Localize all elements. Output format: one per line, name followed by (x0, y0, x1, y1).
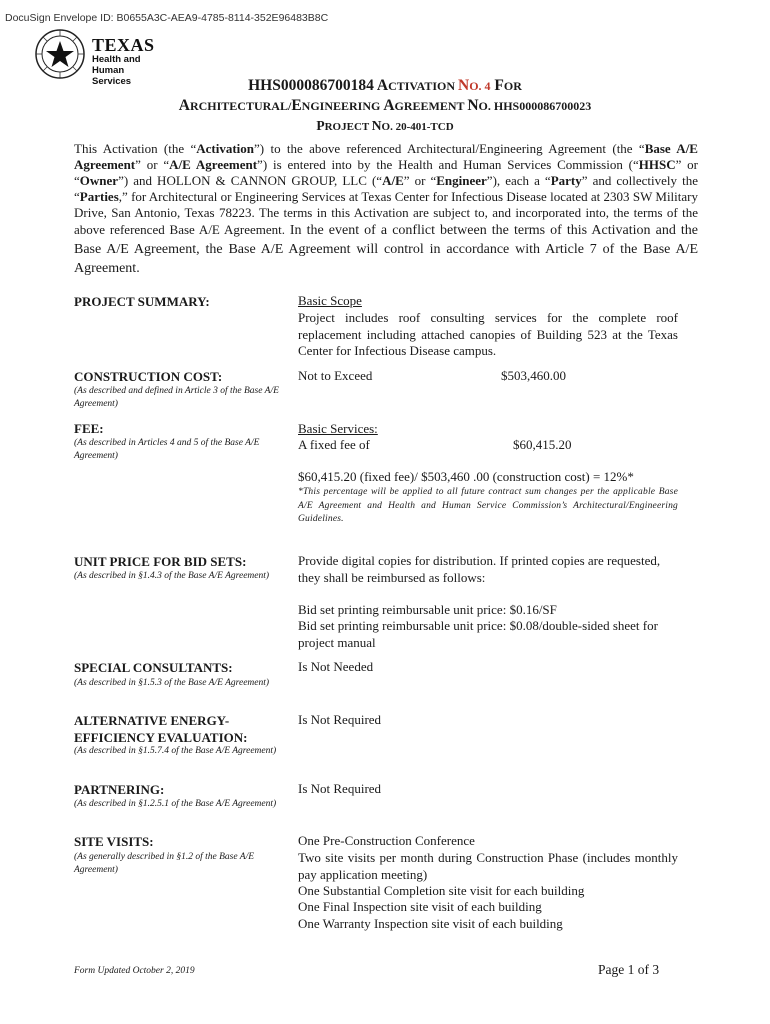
intro-defined-term: Activation (196, 141, 255, 156)
page-number: Page 1 of 3 (598, 962, 660, 977)
site-visit-final-inspection: One Final Inspection site visit of each building (298, 899, 542, 914)
title-part: P (316, 118, 325, 133)
construction-cost-amount: $503,460.00 (501, 368, 566, 383)
basic-scope-heading: Basic Scope (298, 293, 362, 308)
intro-text: ” or “ (135, 157, 170, 172)
title-part: N (467, 97, 479, 114)
title-part: O. 4 (469, 79, 491, 93)
title-part: F (490, 77, 504, 94)
intro-text: ” or “ (403, 173, 437, 188)
brand-services: Services (92, 76, 132, 87)
title-part: E (291, 97, 302, 114)
intro-text: ” and collectively the “ (74, 173, 698, 204)
intro-text: This Activation (the “ (74, 141, 197, 156)
document-title-line-2 (0, 97, 770, 115)
fee-reference: (As described in Articles 4 and 5 of the Base A/E Agreement) (74, 438, 260, 461)
site-visits-reference: (As generally described in §1.2 of the Base A/E Agreement) (74, 852, 255, 875)
construction-cost-reference: (As described and defined in Article 3 of the Base A/E Agreement) (74, 386, 279, 409)
form-updated-date: Form Updated October 2, 2019 (74, 966, 195, 976)
intro-defined-term: Party (550, 173, 582, 188)
alt-energy-label-line-1: ALTERNATIVE ENERGY- (74, 713, 230, 728)
project-summary-label: PROJECT SUMMARY: (74, 294, 210, 309)
unit-price-label: UNIT PRICE FOR BID SETS: (74, 554, 247, 569)
construction-cost-text: Not to Exceed (298, 368, 373, 383)
intro-conflict-clause: In the event of a conflict between the terms of this Activation and the Base A/E Agreement, the Base A/E Agreement will control in accordance with Article 7 of the Base A/E Agreement. (74, 223, 699, 276)
partnering-label: PARTNERING: (74, 782, 165, 797)
partnering-value: Is Not Required (298, 781, 382, 796)
title-part: A (376, 77, 389, 94)
title-part: O. 20-401-TCD (381, 121, 454, 133)
intro-text: ”) is entered into by the Health and Human Services Commission (“ (257, 157, 639, 172)
fee-label: FEE: (74, 421, 104, 436)
fixed-fee-amount: $60,415.20 (513, 437, 572, 452)
title-number: HHS000086700184 (248, 77, 377, 94)
document-title-line-1 (0, 77, 770, 95)
intro-defined-term: Engineer (436, 173, 487, 188)
docusign-envelope-id: DocuSign Envelope ID: B0655A3C-AEA9-4785-8114-352E96483B8C (5, 12, 329, 24)
intro-paragraph (74, 141, 698, 278)
partnering-reference: (As described in §1.2.5.1 of the Base A/E Agreement) (74, 799, 277, 809)
brand-health: Health and Human (92, 54, 141, 76)
site-visit-construction-phase: Two site visits per month during Construction Phase (includes monthly pay application meeting) (298, 850, 678, 882)
project-summary-text: Project includes roof consulting services for the complete roof replacement including attached canopies of Building 523 at the Texas Center for Infectious Disease campus. (298, 310, 678, 358)
intro-text: ” or “ (74, 157, 699, 188)
intro-text: ”), each a “ (486, 173, 551, 188)
texas-seal-icon (34, 28, 86, 80)
construction-cost-label: CONSTRUCTION COST: (74, 369, 223, 384)
special-consultants-reference: (As described in §1.5.3 of the Base A/E Agreement) (74, 678, 270, 688)
intro-defined-term: Parties (79, 189, 119, 204)
fee-percentage-note: *This percentage will be applied to all future contract sum changes per the applicable Base A/E Agreement and Health and Human Service Commission’s Architectural/Engineering Guidelines. (298, 487, 678, 524)
site-visit-substantial-completion: One Substantial Completion site visit for each building (298, 883, 585, 898)
hhs-logo (34, 28, 174, 87)
intro-defined-term: HHSC (638, 157, 676, 172)
project-number-line (0, 118, 770, 134)
intro-defined-term: Owner (79, 173, 119, 188)
fee-percentage-calc: $60,415.20 (fixed fee)/ $503,460 .00 (construction cost) = 12%* (298, 469, 634, 484)
intro-text: ,” for Architectural or Engineering Services at Texas Center for Infectious Disease located at 2303 SW Military Drive, San Antonio, Texas 78223. The terms in this Activation are subject to, and incorporated into, the terms of the above referenced Base A/E Agreement. (74, 189, 698, 237)
title-part: RCHITECTURAL/ (189, 99, 292, 113)
unit-price-text: Provide digital copies for distribution. If printed copies are requested, they shall be reimbursed as follows: (298, 553, 661, 585)
title-part: CTIVATION (388, 79, 458, 93)
special-consultants-label: SPECIAL CONSULTANTS: (74, 660, 233, 675)
alt-energy-label-line-2: EFFICIENCY EVALUATION: (74, 730, 248, 745)
title-part: OR (503, 79, 522, 93)
unit-price-per-sf: Bid set printing reimbursable unit price: $0.16/SF (298, 602, 557, 617)
site-visit-preconstruction: One Pre-Construction Conference (298, 833, 475, 848)
site-visits-label: SITE VISITS: (74, 834, 154, 849)
alt-energy-value: Is Not Required (298, 712, 382, 727)
title-part: A (383, 97, 395, 114)
intro-text: ”) and HOLLON & CANNON GROUP, LLC (“ (118, 173, 383, 188)
unit-price-reference: (As described in §1.4.3 of the Base A/E Agreement) (74, 571, 270, 581)
alt-energy-reference: (As described in §1.5.7.4 of the Base A/E Agreement) (74, 746, 277, 756)
title-part: ROJECT (324, 121, 372, 133)
brand-texas: TEXAS (92, 35, 155, 55)
title-part: A (178, 97, 190, 114)
site-visit-warranty-inspection: One Warranty Inspection site visit of each building (298, 916, 563, 931)
intro-defined-term: A/E (382, 173, 404, 188)
fixed-fee-text: A fixed fee of (298, 437, 370, 452)
basic-services-heading: Basic Services: (298, 421, 378, 436)
title-part: N (458, 77, 470, 94)
title-part: GREEMENT (394, 99, 468, 113)
title-part: NGINEERING (301, 99, 384, 113)
intro-defined-term: Base A/E Agreement (74, 141, 698, 172)
special-consultants-value: Is Not Needed (298, 659, 374, 674)
unit-price-per-sheet: Bid set printing reimbursable unit price: $0.08/double-sided sheet for project manual (298, 618, 658, 650)
intro-defined-term: A/E Agreement (169, 157, 258, 172)
title-part: O. HHS000086700023 (478, 99, 592, 113)
title-part: N (371, 118, 382, 133)
intro-text: ”) to the above referenced Architectural/Engineering Agreement (the “ (254, 141, 645, 156)
